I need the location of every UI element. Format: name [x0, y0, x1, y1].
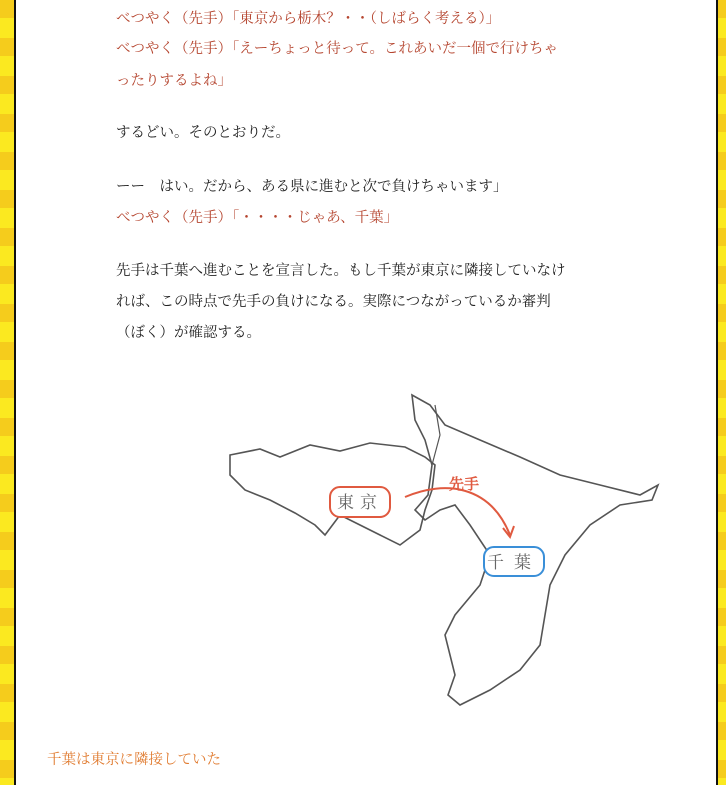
right-border-decoration — [716, 0, 726, 785]
tokyo-label: 東京 — [337, 493, 383, 513]
dialogue-line: ったりするよね」 — [116, 73, 232, 89]
sente-label: 先手 — [448, 475, 480, 493]
chiba-label: 千葉 — [487, 553, 541, 573]
narration-line: するどい。そのとおりだ。 — [116, 125, 290, 141]
narration-line: （ぼく）が確認する。 — [116, 325, 261, 341]
left-border-decoration — [0, 0, 16, 785]
dialogue-line: べつやく（先手）「・・・・じゃあ、千葉」 — [116, 210, 399, 226]
tokyo-chiba-map — [220, 385, 665, 720]
narration-line: ーー はい。だから、ある県に進むと次で負けちゃいます」 — [116, 179, 508, 195]
dialogue-line: べつやく（先手）「東京から栃木？・・（しばらく考える）」 — [116, 11, 501, 27]
narration-line: れば、この時点で先手の負けになる。実際につながっているか審判 — [116, 294, 551, 310]
narration-line: 先手は千葉へ進むことを宣言した。もし千葉が東京に隣接していなけ — [116, 263, 566, 279]
dialogue-line: べつやく（先手）「えーちょっと待って。これあいだ一個で行けちゃ — [116, 41, 558, 57]
image-caption: 千葉は東京に隣接していた — [47, 752, 221, 768]
